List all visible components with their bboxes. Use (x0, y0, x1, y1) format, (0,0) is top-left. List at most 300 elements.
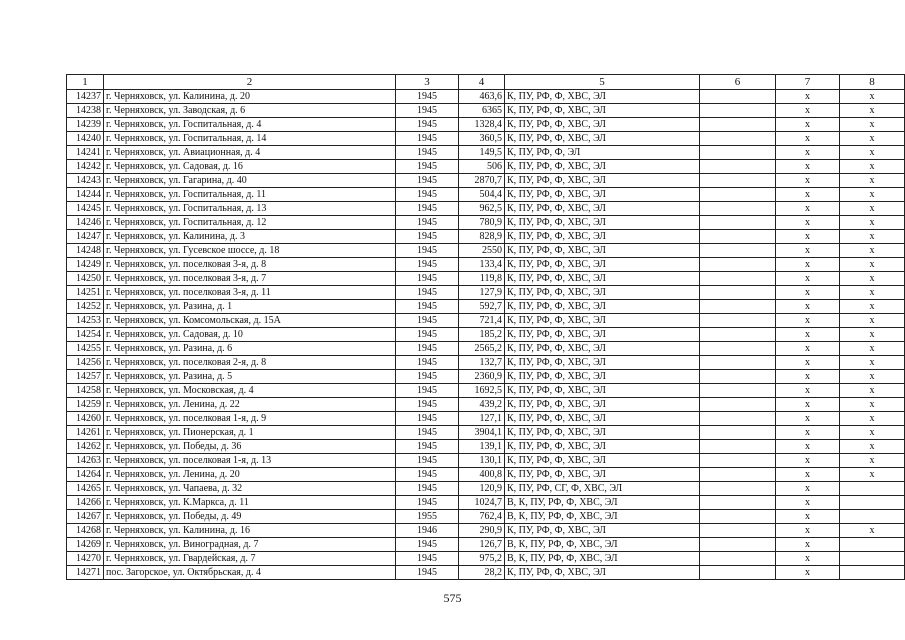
cell-year: 1945 (396, 272, 459, 286)
cell-record-number: 14257 (67, 370, 104, 384)
cell-year: 1945 (396, 118, 459, 132)
cell-record-number: 14263 (67, 454, 104, 468)
cell-mark-8: x (840, 272, 905, 286)
cell-mark-8: x (840, 440, 905, 454)
cell-record-number: 14267 (67, 510, 104, 524)
cell-year: 1945 (396, 370, 459, 384)
table-row (67, 510, 905, 524)
cell-mark-8: x (840, 384, 905, 398)
cell-area: 780,9 (459, 216, 505, 230)
cell-mark-7: x (776, 342, 840, 356)
cell-year: 1945 (396, 188, 459, 202)
cell-record-number: 14256 (67, 356, 104, 370)
cell-area: 28,2 (459, 566, 505, 580)
cell-utilities: К, ПУ, РФ, Ф, ХВС, ЭЛ (505, 468, 700, 482)
column-header-2: 2 (104, 75, 396, 90)
cell-address: г. Черняховск, ул. Победы, д. 49 (104, 510, 396, 524)
cell-mark-7: x (776, 496, 840, 510)
table-row (67, 440, 905, 454)
cell-mark-7: x (776, 510, 840, 524)
table-row (67, 202, 905, 216)
cell-area: 592,7 (459, 300, 505, 314)
table-body (67, 75, 905, 580)
cell-area: 962,5 (459, 202, 505, 216)
table-row (67, 538, 905, 552)
cell-year: 1945 (396, 314, 459, 328)
cell-address: г. Черняховск, ул. Калинина, д. 16 (104, 524, 396, 538)
cell-utilities: К, ПУ, РФ, Ф, ХВС, ЭЛ (505, 342, 700, 356)
cell-utilities: К, ПУ, РФ, Ф, ХВС, ЭЛ (505, 132, 700, 146)
table-row (67, 286, 905, 300)
cell-mark-7: x (776, 300, 840, 314)
cell-year: 1945 (396, 104, 459, 118)
cell-column-6 (700, 384, 776, 398)
cell-column-6 (700, 216, 776, 230)
cell-address: г. Черняховск, ул. Виноградная, д. 7 (104, 538, 396, 552)
cell-column-6 (700, 230, 776, 244)
cell-mark-7: x (776, 272, 840, 286)
cell-record-number: 14248 (67, 244, 104, 258)
cell-mark-7: x (776, 384, 840, 398)
cell-utilities: К, ПУ, РФ, Ф, ХВС, ЭЛ (505, 370, 700, 384)
cell-address: г. Черняховск, ул. Разина, д. 5 (104, 370, 396, 384)
cell-area: 130,1 (459, 454, 505, 468)
cell-mark-8: x (840, 174, 905, 188)
cell-address: г. Черняховск, ул. Победы, д. 36 (104, 440, 396, 454)
cell-column-6 (700, 566, 776, 580)
cell-column-6 (700, 104, 776, 118)
cell-address: г. Черняховск, ул. Чапаева, д. 32 (104, 482, 396, 496)
cell-mark-8: x (840, 286, 905, 300)
cell-year: 1945 (396, 216, 459, 230)
table-row (67, 566, 905, 580)
cell-record-number: 14250 (67, 272, 104, 286)
cell-mark-7: x (776, 146, 840, 160)
cell-address: г. Черняховск, ул. Пионерская, д. 1 (104, 426, 396, 440)
cell-record-number: 14264 (67, 468, 104, 482)
cell-record-number: 14259 (67, 398, 104, 412)
cell-record-number: 14238 (67, 104, 104, 118)
cell-address: г. Черняховск, ул. поселковая 3-я, д. 11 (104, 286, 396, 300)
cell-mark-8: x (840, 118, 905, 132)
cell-year: 1945 (396, 426, 459, 440)
table-row (67, 482, 905, 496)
cell-record-number: 14245 (67, 202, 104, 216)
cell-utilities: В, К, ПУ, РФ, Ф, ХВС, ЭЛ (505, 510, 700, 524)
cell-area: 127,9 (459, 286, 505, 300)
cell-utilities: К, ПУ, РФ, Ф, ХВС, ЭЛ (505, 524, 700, 538)
cell-address: г. Черняховск, ул. поселковая 2-я, д. 8 (104, 356, 396, 370)
cell-year: 1945 (396, 398, 459, 412)
cell-address: г. Черняховск, ул. Разина, д. 6 (104, 342, 396, 356)
cell-column-6 (700, 160, 776, 174)
cell-utilities: К, ПУ, РФ, Ф, ХВС, ЭЛ (505, 90, 700, 104)
cell-year: 1945 (396, 300, 459, 314)
document-table (66, 74, 905, 580)
cell-area: 504,4 (459, 188, 505, 202)
cell-utilities: В, К, ПУ, РФ, Ф, ХВС, ЭЛ (505, 496, 700, 510)
cell-column-6 (700, 440, 776, 454)
cell-mark-8 (840, 538, 905, 552)
cell-utilities: К, ПУ, РФ, Ф, ХВС, ЭЛ (505, 104, 700, 118)
cell-mark-7: x (776, 258, 840, 272)
cell-year: 1945 (396, 342, 459, 356)
cell-address: г. Черняховск, ул. Заводская, д. 6 (104, 104, 396, 118)
cell-address: г. Черняховск, ул. Разина, д. 1 (104, 300, 396, 314)
column-header-7: 7 (776, 75, 840, 90)
cell-column-6 (700, 342, 776, 356)
cell-utilities: К, ПУ, РФ, Ф, ХВС, ЭЛ (505, 230, 700, 244)
cell-utilities: В, К, ПУ, РФ, Ф, ХВС, ЭЛ (505, 552, 700, 566)
column-header-1: 1 (67, 75, 104, 90)
column-header-4: 4 (459, 75, 505, 90)
cell-utilities: В, К, ПУ, РФ, Ф, ХВС, ЭЛ (505, 538, 700, 552)
cell-area: 2360,9 (459, 370, 505, 384)
cell-mark-8: x (840, 468, 905, 482)
cell-area: 2550 (459, 244, 505, 258)
cell-mark-8: x (840, 524, 905, 538)
cell-mark-8: x (840, 426, 905, 440)
cell-record-number: 14249 (67, 258, 104, 272)
table-row (67, 552, 905, 566)
cell-column-6 (700, 398, 776, 412)
cell-area: 762,4 (459, 510, 505, 524)
cell-mark-8: x (840, 132, 905, 146)
cell-record-number: 14261 (67, 426, 104, 440)
cell-address: г. Черняховск, ул. поселковая 1-я, д. 9 (104, 412, 396, 426)
cell-column-6 (700, 552, 776, 566)
cell-column-6 (700, 510, 776, 524)
table-row (67, 146, 905, 160)
table-row (67, 132, 905, 146)
cell-year: 1945 (396, 468, 459, 482)
cell-mark-7: x (776, 160, 840, 174)
table-row (67, 118, 905, 132)
cell-mark-8: x (840, 104, 905, 118)
table-row (67, 188, 905, 202)
cell-utilities: К, ПУ, РФ, Ф, ХВС, ЭЛ (505, 314, 700, 328)
cell-address: г. Черняховск, ул. Калинина, д. 20 (104, 90, 396, 104)
cell-address: г. Черняховск, ул. Ленина, д. 20 (104, 468, 396, 482)
table-row (67, 328, 905, 342)
cell-area: 1692,5 (459, 384, 505, 398)
cell-column-6 (700, 356, 776, 370)
cell-mark-7: x (776, 356, 840, 370)
cell-area: 290,9 (459, 524, 505, 538)
table-header-row (67, 75, 905, 90)
cell-record-number: 14246 (67, 216, 104, 230)
cell-record-number: 14252 (67, 300, 104, 314)
cell-record-number: 14247 (67, 230, 104, 244)
cell-area: 127,1 (459, 412, 505, 426)
cell-mark-7: x (776, 132, 840, 146)
cell-area: 120,9 (459, 482, 505, 496)
cell-record-number: 14253 (67, 314, 104, 328)
cell-area: 1024,7 (459, 496, 505, 510)
cell-utilities: К, ПУ, РФ, Ф, ХВС, ЭЛ (505, 356, 700, 370)
table-row (67, 342, 905, 356)
cell-record-number: 14271 (67, 566, 104, 580)
cell-year: 1945 (396, 454, 459, 468)
cell-utilities: К, ПУ, РФ, Ф, ХВС, ЭЛ (505, 216, 700, 230)
table-row (67, 258, 905, 272)
cell-area: 721,4 (459, 314, 505, 328)
cell-record-number: 14262 (67, 440, 104, 454)
cell-year: 1945 (396, 160, 459, 174)
cell-address: г. Черняховск, ул. Садовая, д. 16 (104, 160, 396, 174)
table-row (67, 398, 905, 412)
cell-address: пос. Загорское, ул. Октябрьская, д. 4 (104, 566, 396, 580)
cell-mark-7: x (776, 188, 840, 202)
cell-area: 139,1 (459, 440, 505, 454)
cell-mark-8: x (840, 328, 905, 342)
cell-year: 1945 (396, 440, 459, 454)
cell-area: 126,7 (459, 538, 505, 552)
cell-record-number: 14251 (67, 286, 104, 300)
cell-record-number: 14260 (67, 412, 104, 426)
cell-area: 828,9 (459, 230, 505, 244)
cell-mark-8: x (840, 216, 905, 230)
cell-utilities: К, ПУ, РФ, Ф, ХВС, ЭЛ (505, 118, 700, 132)
cell-record-number: 14254 (67, 328, 104, 342)
table-row (67, 370, 905, 384)
cell-area: 2870,7 (459, 174, 505, 188)
cell-utilities: К, ПУ, РФ, Ф, ХВС, ЭЛ (505, 412, 700, 426)
cell-record-number: 14239 (67, 118, 104, 132)
cell-column-6 (700, 524, 776, 538)
cell-area: 360,5 (459, 132, 505, 146)
cell-year: 1945 (396, 552, 459, 566)
cell-address: г. Черняховск, ул. поселковая 3-я, д. 7 (104, 272, 396, 286)
cell-year: 1945 (396, 230, 459, 244)
cell-record-number: 14265 (67, 482, 104, 496)
table-row (67, 104, 905, 118)
cell-record-number: 14266 (67, 496, 104, 510)
cell-address: г. Черняховск, ул. Московская, д. 4 (104, 384, 396, 398)
cell-address: г. Черняховск, ул. Гусевское шоссе, д. 18 (104, 244, 396, 258)
cell-mark-7: x (776, 468, 840, 482)
cell-year: 1945 (396, 482, 459, 496)
cell-address: г. Черняховск, ул. поселковая 1-я, д. 13 (104, 454, 396, 468)
cell-year: 1945 (396, 258, 459, 272)
cell-mark-7: x (776, 90, 840, 104)
cell-year: 1945 (396, 244, 459, 258)
table-row (67, 496, 905, 510)
cell-address: г. Черняховск, ул. Госпитальная, д. 4 (104, 118, 396, 132)
cell-mark-7: x (776, 566, 840, 580)
cell-year: 1945 (396, 286, 459, 300)
cell-mark-7: x (776, 174, 840, 188)
cell-year: 1945 (396, 412, 459, 426)
cell-record-number: 14270 (67, 552, 104, 566)
cell-mark-8 (840, 482, 905, 496)
cell-record-number: 14242 (67, 160, 104, 174)
cell-mark-7: x (776, 244, 840, 258)
table-row (67, 300, 905, 314)
cell-utilities: К, ПУ, РФ, Ф, ХВС, ЭЛ (505, 160, 700, 174)
cell-area: 149,5 (459, 146, 505, 160)
cell-address: г. Черняховск, ул. Госпитальная, д. 12 (104, 216, 396, 230)
cell-utilities: К, ПУ, РФ, Ф, ХВС, ЭЛ (505, 174, 700, 188)
cell-address: г. Черняховск, ул. Калинина, д. 3 (104, 230, 396, 244)
column-header-6: 6 (700, 75, 776, 90)
cell-area: 2565,2 (459, 342, 505, 356)
cell-utilities: К, ПУ, РФ, Ф, ХВС, ЭЛ (505, 300, 700, 314)
cell-utilities: К, ПУ, РФ, Ф, ХВС, ЭЛ (505, 272, 700, 286)
cell-mark-7: x (776, 552, 840, 566)
cell-address: г. Черняховск, ул. Госпитальная, д. 11 (104, 188, 396, 202)
cell-mark-7: x (776, 398, 840, 412)
cell-mark-8: x (840, 454, 905, 468)
cell-utilities: К, ПУ, РФ, Ф, ХВС, ЭЛ (505, 384, 700, 398)
cell-area: 463,6 (459, 90, 505, 104)
cell-column-6 (700, 258, 776, 272)
cell-record-number: 14268 (67, 524, 104, 538)
cell-area: 133,4 (459, 258, 505, 272)
cell-year: 1945 (396, 146, 459, 160)
cell-column-6 (700, 454, 776, 468)
cell-year: 1945 (396, 132, 459, 146)
cell-utilities: К, ПУ, РФ, Ф, ХВС, ЭЛ (505, 328, 700, 342)
cell-column-6 (700, 538, 776, 552)
cell-address: г. Черняховск, ул. Авиационная, д. 4 (104, 146, 396, 160)
cell-mark-7: x (776, 216, 840, 230)
cell-address: г. Черняховск, ул. К.Маркса, д. 11 (104, 496, 396, 510)
cell-column-6 (700, 426, 776, 440)
table-row (67, 174, 905, 188)
cell-year: 1945 (396, 202, 459, 216)
cell-utilities: К, ПУ, РФ, Ф, ЭЛ (505, 146, 700, 160)
cell-year: 1955 (396, 510, 459, 524)
cell-mark-7: x (776, 104, 840, 118)
cell-column-6 (700, 132, 776, 146)
cell-mark-8 (840, 552, 905, 566)
cell-mark-8 (840, 496, 905, 510)
cell-year: 1945 (396, 384, 459, 398)
cell-column-6 (700, 468, 776, 482)
cell-mark-8: x (840, 412, 905, 426)
cell-utilities: К, ПУ, РФ, Ф, ХВС, ЭЛ (505, 454, 700, 468)
cell-mark-7: x (776, 426, 840, 440)
cell-mark-7: x (776, 230, 840, 244)
cell-mark-7: x (776, 454, 840, 468)
cell-record-number: 14240 (67, 132, 104, 146)
cell-area: 3904,1 (459, 426, 505, 440)
cell-year: 1945 (396, 90, 459, 104)
cell-year: 1945 (396, 356, 459, 370)
cell-mark-7: x (776, 202, 840, 216)
cell-address: г. Черняховск, ул. Ленина, д. 22 (104, 398, 396, 412)
cell-address: г. Черняховск, ул. Садовая, д. 10 (104, 328, 396, 342)
cell-area: 975,2 (459, 552, 505, 566)
cell-column-6 (700, 482, 776, 496)
cell-mark-8: x (840, 356, 905, 370)
column-header-8: 8 (840, 75, 905, 90)
table-row (67, 384, 905, 398)
cell-column-6 (700, 328, 776, 342)
table-row (67, 160, 905, 174)
cell-area: 185,2 (459, 328, 505, 342)
cell-mark-8: x (840, 230, 905, 244)
cell-address: г. Черняховск, ул. Госпитальная, д. 14 (104, 132, 396, 146)
table-row (67, 524, 905, 538)
cell-column-6 (700, 244, 776, 258)
cell-utilities: К, ПУ, РФ, Ф, ХВС, ЭЛ (505, 258, 700, 272)
cell-mark-8: x (840, 188, 905, 202)
cell-mark-7: x (776, 314, 840, 328)
cell-column-6 (700, 174, 776, 188)
cell-utilities: К, ПУ, РФ, Ф, ХВС, ЭЛ (505, 440, 700, 454)
cell-column-6 (700, 202, 776, 216)
cell-utilities: К, ПУ, РФ, Ф, ХВС, ЭЛ (505, 244, 700, 258)
table-row (67, 230, 905, 244)
cell-mark-8: x (840, 258, 905, 272)
table-row (67, 272, 905, 286)
cell-utilities: К, ПУ, РФ, Ф, ХВС, ЭЛ (505, 566, 700, 580)
cell-column-6 (700, 90, 776, 104)
cell-mark-7: x (776, 538, 840, 552)
cell-column-6 (700, 300, 776, 314)
cell-area: 1328,4 (459, 118, 505, 132)
cell-year: 1945 (396, 328, 459, 342)
cell-mark-7: x (776, 412, 840, 426)
cell-mark-7: x (776, 482, 840, 496)
cell-mark-8 (840, 510, 905, 524)
cell-column-6 (700, 370, 776, 384)
cell-utilities: К, ПУ, РФ, Ф, ХВС, ЭЛ (505, 398, 700, 412)
table-row (67, 216, 905, 230)
cell-mark-8: x (840, 314, 905, 328)
page-number: 575 (443, 591, 462, 605)
cell-mark-8: x (840, 398, 905, 412)
cell-mark-7: x (776, 118, 840, 132)
cell-column-6 (700, 314, 776, 328)
cell-record-number: 14269 (67, 538, 104, 552)
cell-mark-8: x (840, 370, 905, 384)
cell-column-6 (700, 118, 776, 132)
cell-area: 6365 (459, 104, 505, 118)
cell-mark-8: x (840, 90, 905, 104)
cell-area: 506 (459, 160, 505, 174)
table-row (67, 454, 905, 468)
cell-utilities: К, ПУ, РФ, Ф, ХВС, ЭЛ (505, 286, 700, 300)
table-row (67, 426, 905, 440)
cell-utilities: К, ПУ, РФ, Ф, ХВС, ЭЛ (505, 202, 700, 216)
cell-address: г. Черняховск, ул. Госпитальная, д. 13 (104, 202, 396, 216)
cell-record-number: 14237 (67, 90, 104, 104)
cell-record-number: 14244 (67, 188, 104, 202)
cell-column-6 (700, 272, 776, 286)
cell-mark-7: x (776, 328, 840, 342)
cell-year: 1945 (396, 174, 459, 188)
cell-year: 1945 (396, 566, 459, 580)
table-row (67, 412, 905, 426)
cell-record-number: 14255 (67, 342, 104, 356)
column-header-3: 3 (396, 75, 459, 90)
cell-area: 132,7 (459, 356, 505, 370)
cell-address: г. Черняховск, ул. Гвардейская, д. 7 (104, 552, 396, 566)
cell-column-6 (700, 412, 776, 426)
cell-mark-8: x (840, 202, 905, 216)
cell-year: 1946 (396, 524, 459, 538)
cell-mark-8: x (840, 244, 905, 258)
cell-area: 400,8 (459, 468, 505, 482)
cell-mark-7: x (776, 440, 840, 454)
cell-record-number: 14243 (67, 174, 104, 188)
cell-record-number: 14241 (67, 146, 104, 160)
cell-year: 1945 (396, 538, 459, 552)
cell-address: г. Черняховск, ул. Комсомольская, д. 15А (104, 314, 396, 328)
